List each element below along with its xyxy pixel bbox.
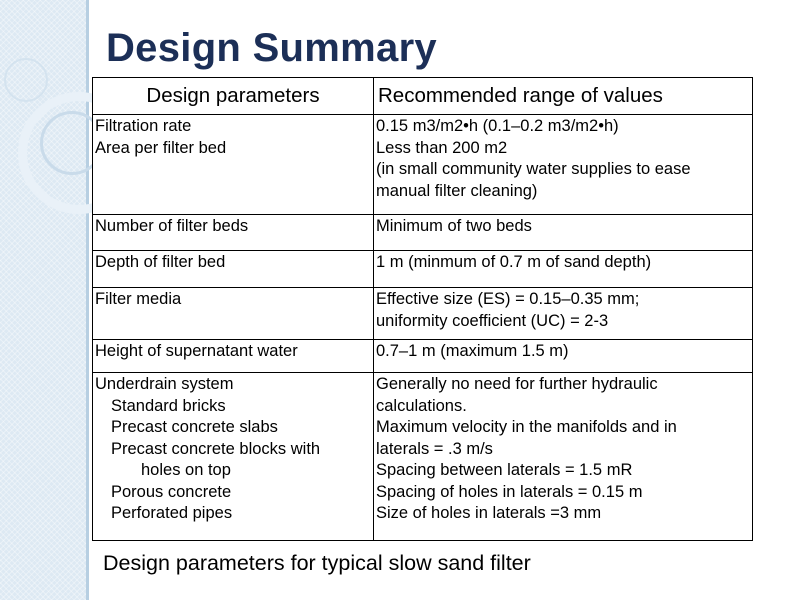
value-text: Effective size (ES) = 0.15–0.35 mm; <box>376 290 640 308</box>
table-row <box>93 340 753 373</box>
value-text: Spacing of holes in laterals = 0.15 m <box>376 482 643 501</box>
param-subitem: Precast concrete slabs <box>111 418 278 436</box>
param-subitem: Perforated pipes <box>111 504 233 522</box>
value-text: laterals = .3 m/s <box>376 439 493 458</box>
param-text: Area per filter bed <box>95 138 227 157</box>
param-cell <box>93 340 374 373</box>
value-text: Size of holes in laterals =3 mm <box>376 504 602 522</box>
value-text: calculations. <box>376 396 467 415</box>
table-row <box>93 288 753 340</box>
param-subitem: Porous concrete <box>111 482 232 501</box>
table-row <box>93 115 753 215</box>
param-subitem: Precast concrete blocks with <box>111 439 321 458</box>
table-row <box>93 373 753 541</box>
value-cell <box>374 373 753 541</box>
param-text: Filtration rate <box>95 117 192 135</box>
header-recommended-range: Recommended range of values <box>374 78 753 115</box>
value-text: uniformity coefficient (UC) = 2-3 <box>376 311 609 330</box>
value-text: Maximum velocity in the manifolds and in <box>376 418 677 436</box>
param-cell <box>93 288 374 340</box>
table-row <box>93 215 753 251</box>
param-cell <box>93 215 374 251</box>
slide-caption: Design parameters for typical slow sand filter <box>103 551 531 575</box>
decorative-circle-small <box>4 58 48 102</box>
param-text: Filter media <box>95 290 182 308</box>
value-cell <box>374 251 753 288</box>
decorative-side-divider <box>86 0 89 600</box>
value-text: 1 m (minmum of 0.7 m of sand depth) <box>376 253 652 271</box>
param-text: Underdrain system <box>95 375 234 393</box>
param-subitem: holes on top <box>141 461 231 479</box>
value-cell <box>374 215 753 251</box>
table-header-row <box>93 78 753 115</box>
value-text: manual filter cleaning) <box>376 181 538 200</box>
header-design-parameters: Design parameters <box>93 78 374 115</box>
value-text: 0.7–1 m (maximum 1.5 m) <box>376 342 569 360</box>
value-text: Minimum of two beds <box>376 217 532 235</box>
design-summary-table <box>92 77 753 541</box>
param-text: Height of supernatant water <box>95 342 298 360</box>
table-row <box>93 251 753 288</box>
slide-title: Design Summary <box>106 26 437 70</box>
value-cell <box>374 115 753 215</box>
param-text: Depth of filter bed <box>95 253 226 271</box>
param-cell <box>93 373 374 541</box>
param-text: Number of filter beds <box>95 217 249 235</box>
param-cell <box>93 251 374 288</box>
value-text: Less than 200 m2 <box>376 138 508 157</box>
value-cell <box>374 340 753 373</box>
value-text: 0.15 m3/m2•h (0.1–0.2 m3/m2•h) <box>376 117 619 135</box>
param-cell <box>93 115 374 215</box>
value-text: Generally no need for further hydraulic <box>376 375 658 393</box>
param-subitem: Standard bricks <box>111 396 226 415</box>
value-cell <box>374 288 753 340</box>
value-text: Spacing between laterals = 1.5 mR <box>376 461 633 479</box>
value-text: (in small community water supplies to ease <box>376 160 691 178</box>
